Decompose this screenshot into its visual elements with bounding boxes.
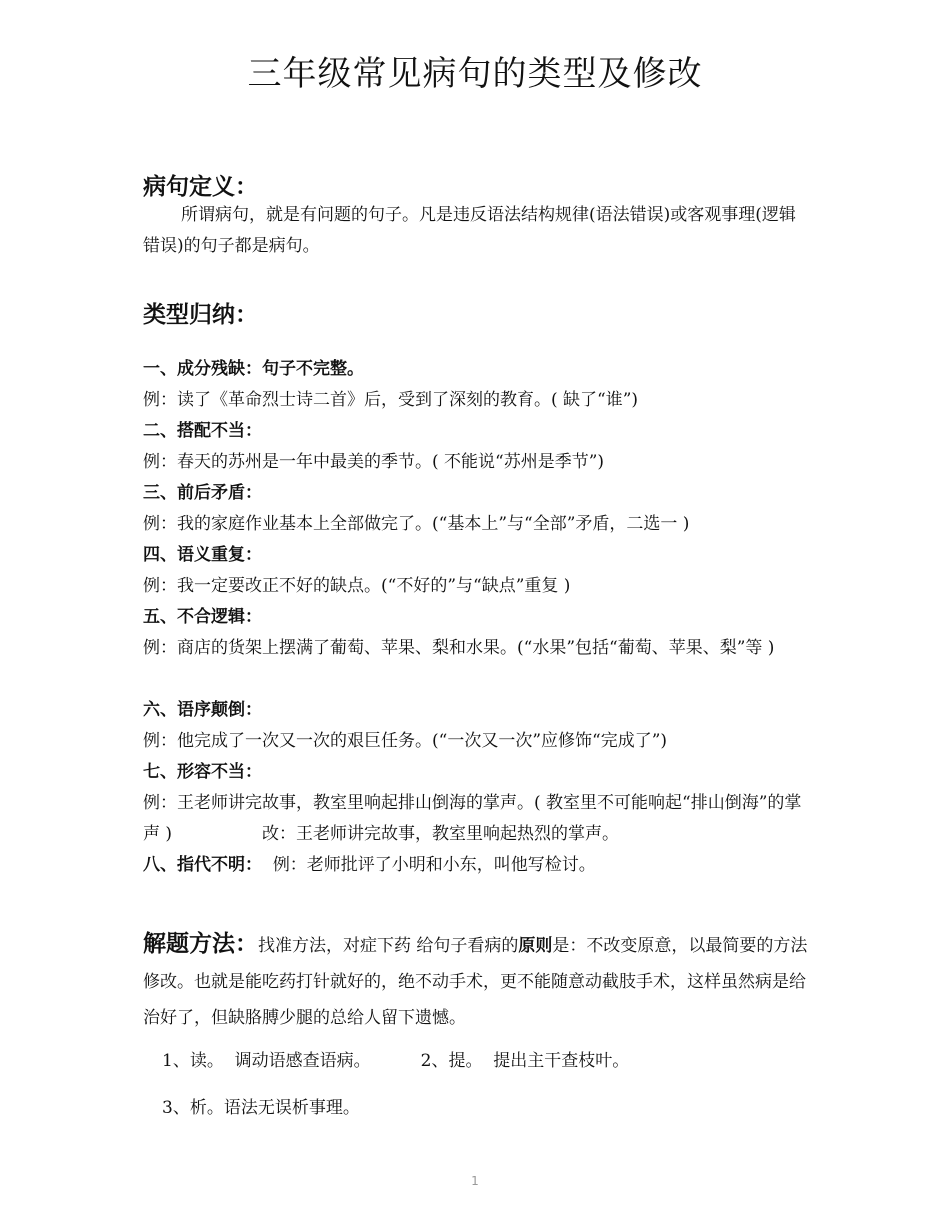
type-example-3: 例：我的家庭作业基本上全部做完了。(“基本上”与“全部”矛盾，二选一 ) bbox=[143, 514, 690, 534]
type-example-6: 例：他完成了一次又一次的艰巨任务。(“一次又一次”应修饰“完成了”) bbox=[143, 731, 668, 751]
type-label-text: 六、语序颠倒： bbox=[143, 700, 262, 720]
type-example-1: 例：读了《革命烈士诗二首》后，受到了深刻的教育。( 缺了“谁”) bbox=[143, 390, 639, 410]
page-number: 1 bbox=[471, 1174, 479, 1188]
step-label-3: 3、析。 bbox=[162, 1098, 224, 1118]
method-intro-after: 是：不改变原意，以最简要的方法修改。也就是能吃药打针就好的，绝不动手术，更不能随意动截肢手术，这样虽然病是给治好了，但缺胳膊少腿的总给人留下遗憾。 bbox=[143, 936, 808, 1028]
method-heading: 解题方法： bbox=[143, 931, 258, 957]
type-label-text: 八、指代不明： bbox=[143, 855, 262, 875]
method-steps-row-2 bbox=[162, 1093, 832, 1124]
type-label-2 bbox=[143, 416, 813, 447]
type-example-4: 例：我一定要改正不好的缺点。(“不好的”与“缺点”重复 ) bbox=[143, 576, 571, 596]
method-intro-bold: 原则 bbox=[518, 936, 553, 956]
type-example-7-text: 例：王老师讲完故事，教室里响起排山倒海的掌声。( 教室里不可能响起“排山倒海”的掌声 ) bbox=[143, 793, 802, 844]
step-label-1: 1、读。 bbox=[162, 1051, 224, 1071]
method-intro-before: 找准方法，对症下药 给句子看病的 bbox=[258, 936, 519, 956]
type-label-text: 七、形容不当： bbox=[143, 762, 262, 782]
step-label-2: 2、提。 bbox=[420, 1051, 483, 1071]
type-example-5: 例：商店的货架上摆满了葡萄、苹果、梨和水果。(“水果”包括“葡萄、苹果、梨”等 ) bbox=[143, 638, 775, 658]
definition-text: 所谓病句，就是有问题的句子。凡是违反语法结构规律(语法错误)或客观事理(逻辑错误)的句子都是病句。 bbox=[143, 205, 796, 256]
type-label-text: 二、搭配不当： bbox=[143, 421, 262, 441]
page-title: 三年级常见病句的类型及修改 bbox=[247, 54, 703, 94]
type-label-3 bbox=[143, 478, 813, 509]
type-label-text: 三、前后矛盾： bbox=[143, 483, 262, 503]
step-text-3: 语法无误析事理。 bbox=[223, 1098, 360, 1118]
step-text-2: 提出主干查枝叶。 bbox=[493, 1051, 630, 1071]
type-label-text: 一、成分残缺：句子不完整。 bbox=[143, 359, 364, 379]
type-label-text: 四、语义重复： bbox=[143, 545, 262, 565]
type-label-text: 五、不合逻辑： bbox=[143, 607, 262, 627]
type-label-1 bbox=[143, 354, 813, 385]
type-label-4 bbox=[143, 540, 813, 571]
types-heading: 类型归纳： bbox=[143, 302, 258, 328]
type-label-6 bbox=[143, 695, 813, 726]
step-text-1: 调动语感查语病。 bbox=[234, 1051, 371, 1071]
type-example-2: 例：春天的苏州是一年中最美的季节。( 不能说“苏州是季节”) bbox=[143, 452, 605, 472]
type-example-7 bbox=[143, 788, 813, 850]
type-label-8 bbox=[143, 850, 813, 881]
method-steps-row-1 bbox=[162, 1046, 832, 1077]
type-fix-7: 改：王老师讲完故事，教室里响起热烈的掌声。 bbox=[262, 824, 620, 844]
type-example-8: 例：老师批评了小明和小东，叫他写检讨。 bbox=[272, 855, 596, 875]
type-label-5 bbox=[143, 602, 813, 633]
definition-heading: 病句定义： bbox=[143, 174, 258, 200]
type-label-7 bbox=[143, 757, 813, 788]
method-paragraph bbox=[143, 926, 810, 1036]
